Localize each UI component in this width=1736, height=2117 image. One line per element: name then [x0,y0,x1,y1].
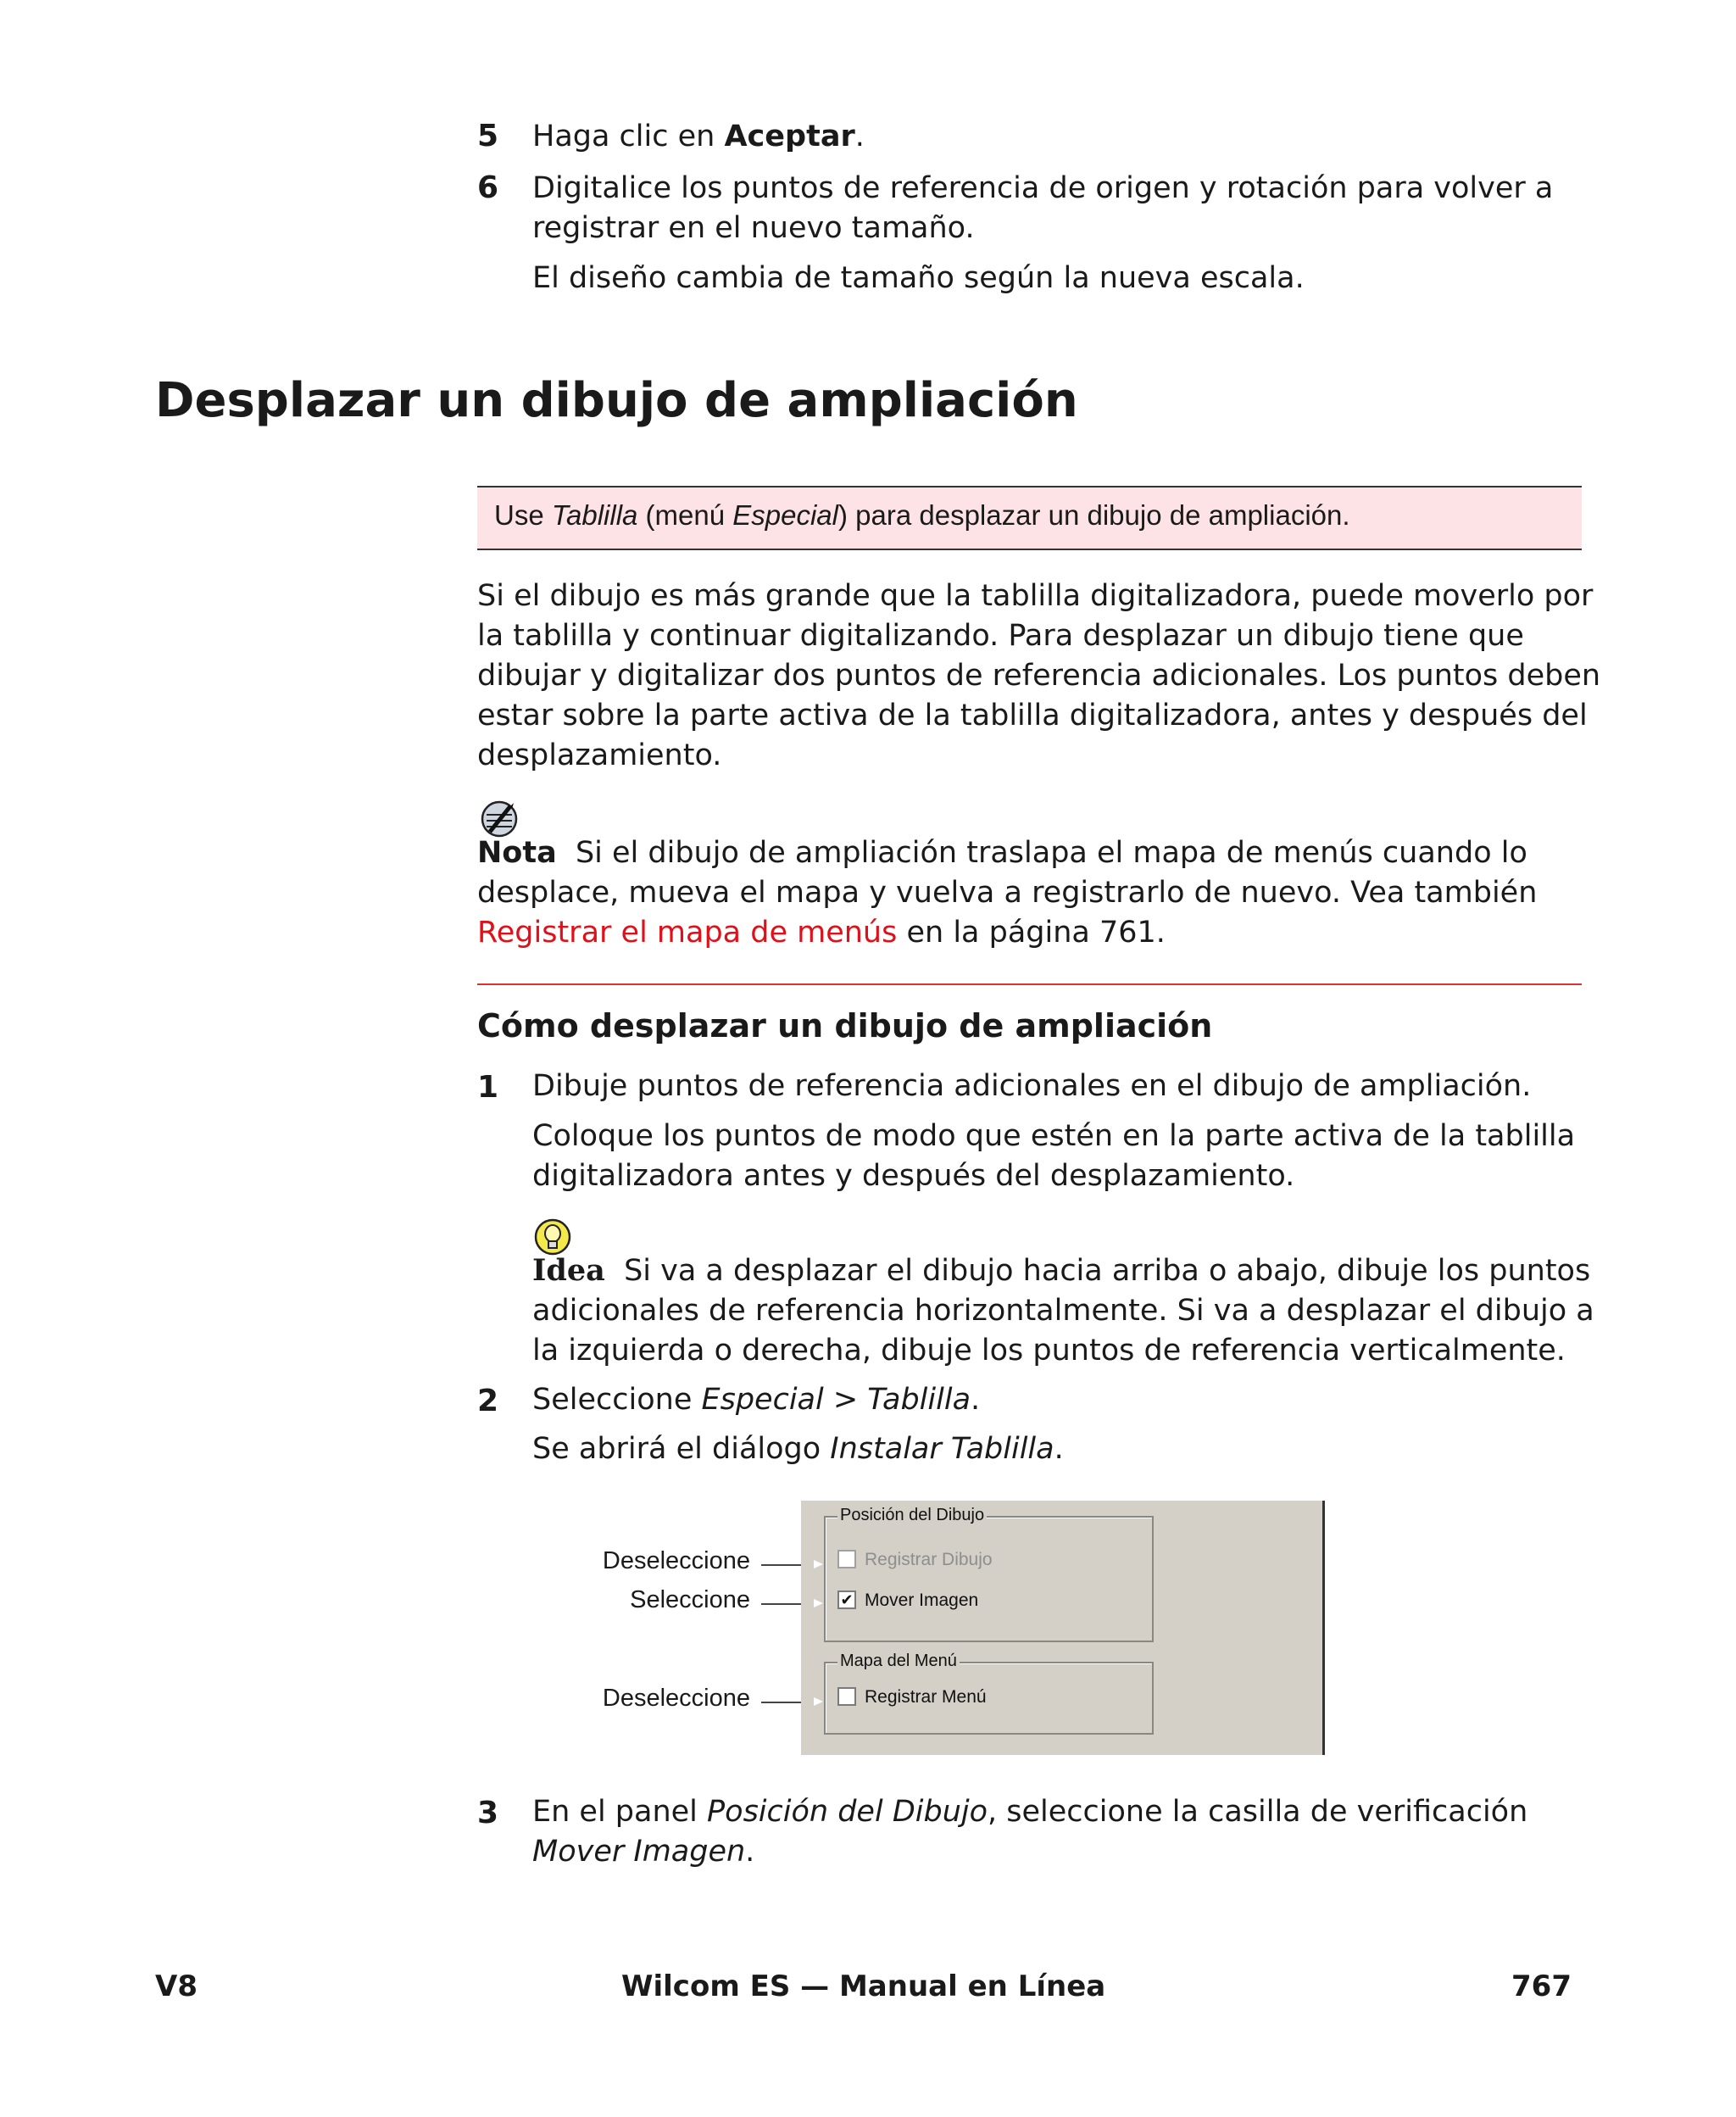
intro-line: Si el dibujo es más grande que la tablilla digitalizadora, puede moverlo por [477,579,1594,613]
note-line-1: Si el dibujo de ampliación traslapa el mapa de menús cuando lo [575,836,1527,870]
step-1-sub-1: Coloque los puntos de modo que estén en la parte activa de la tablilla [532,1119,1576,1153]
step-5-button-name: Aceptar [724,120,855,153]
note-line-2: desplace, mueva el mapa y vuelva a registrarlo de nuevo. Vea también [477,876,1538,910]
step-2-end: . [971,1383,981,1417]
register-drawing-label: Registrar Dibujo [865,1550,993,1569]
step-1-text: Dibuje puntos de referencia adicionales en el dibujo de ampliación. [532,1069,1532,1103]
intro-line: estar sobre la parte activa de la tablilla digitalizadora, antes y después del [477,699,1588,733]
procedure-heading: Cómo desplazar un dibujo de ampliación [477,1007,1213,1045]
drawing-position-title: Posición del Dibujo [837,1506,987,1525]
callout-deselect-register-menu: Deseleccione [602,1685,750,1712]
step-1-sub-2: digitalizadora antes y después del desplazamiento. [532,1159,1295,1193]
step-2-dialog-name: Instalar Tablilla [830,1432,1054,1466]
callout-arrow [761,1702,824,1703]
menu-map-group [824,1652,1154,1735]
register-drawing-checkbox[interactable] [837,1550,856,1568]
idea-label: Idea [532,1253,605,1288]
step-5-label: Haga clic en [532,120,725,153]
banner-pre: Use [494,499,552,531]
section-heading: Desplazar un dibujo de ampliación [155,373,1078,428]
register-menu-label: Registrar Menú [865,1687,987,1707]
register-menu-checkbox[interactable] [837,1687,856,1706]
step-number-2: 2 [477,1384,499,1418]
intro-line: la tablilla y continuar digitalizando. Para desplazar un dibujo tiene que [477,619,1524,653]
intro-line: dibujar y digitalizar dos puntos de referencia adicionales. Los puntos deben [477,659,1601,693]
idea-line-1: Si va a desplazar el dibujo hacia arriba o abajo, dibuje los puntos [624,1254,1591,1288]
step-5-text [532,117,865,157]
step-number-3: 3 [477,1796,499,1830]
intro-paragraph [477,577,1600,776]
drawing-position-group [824,1506,1154,1642]
install-tablet-dialog-excerpt [801,1501,1325,1755]
callout-arrow [761,1564,824,1566]
note-block [477,833,1537,953]
step-6-line-1: Digitalice los puntos de referencia de origen y rotación para volver a [532,171,1554,205]
banner-post: ) para desplazar un dibujo de ampliación. [837,499,1350,531]
intro-line: desplazamiento. [477,738,722,772]
step-6-result: El diseño cambia de tamaño según la nueva escala. [532,261,1305,295]
step-3-panel-name: Posición del Dibujo [707,1795,988,1829]
footer-title: Wilcom ES — Manual en Línea [621,1969,1106,2003]
banner-menu-name: Especial [732,499,838,531]
idea-line-3: la izquierda o derecha, dibuje los puntos de referencia verticalmente. [532,1334,1566,1368]
step-2-sub [532,1429,1064,1469]
callout-select-move-image: Seleccione [630,1586,750,1613]
step-2-text [532,1380,980,1420]
step-2-menu-path: Especial > Tablilla [701,1383,971,1417]
note-divider [477,983,1582,985]
note-cross-reference-link[interactable]: Registrar el mapa de menús [477,916,898,950]
step-2-pre: Seleccione [532,1383,702,1417]
step-2-sub-end: . [1054,1432,1064,1466]
step-2-sub-pre: Se abrirá el diálogo [532,1432,831,1466]
banner-mid: (menú [637,499,733,531]
callout-deselect-register-drawing: Deseleccione [602,1547,750,1574]
note-tail: en la página 761. [897,916,1166,950]
step-3-mid: , seleccione la casilla de verificación [988,1795,1528,1829]
step-3-end: . [745,1835,755,1869]
step-3-pre: En el panel [532,1795,708,1829]
step-3-text [532,1792,1527,1872]
step-number-5: 5 [477,119,499,153]
step-3-checkbox-name: Mover Imagen [532,1835,746,1869]
note-label: Nota [477,836,557,870]
idea-block [532,1251,1594,1371]
move-image-label: Mover Imagen [865,1591,979,1610]
tool-banner [477,486,1582,550]
step-6-line-2: registrar en el nuevo tamaño. [532,211,975,245]
move-image-checkbox[interactable]: ✔ [837,1591,856,1609]
menu-map-title: Mapa del Menú [837,1652,960,1671]
banner-tool-name: Tablilla [551,499,638,531]
footer-version: V8 [155,1969,198,2003]
idea-line-2: adicionales de referencia horizontalmente. Si va a desplazar el dibujo a [532,1294,1594,1328]
step-5-period: . [854,120,865,153]
step-number-6: 6 [477,170,499,205]
step-number-1: 1 [477,1070,499,1105]
footer-page-number: 767 [1511,1969,1572,2003]
callout-arrow [761,1603,824,1605]
